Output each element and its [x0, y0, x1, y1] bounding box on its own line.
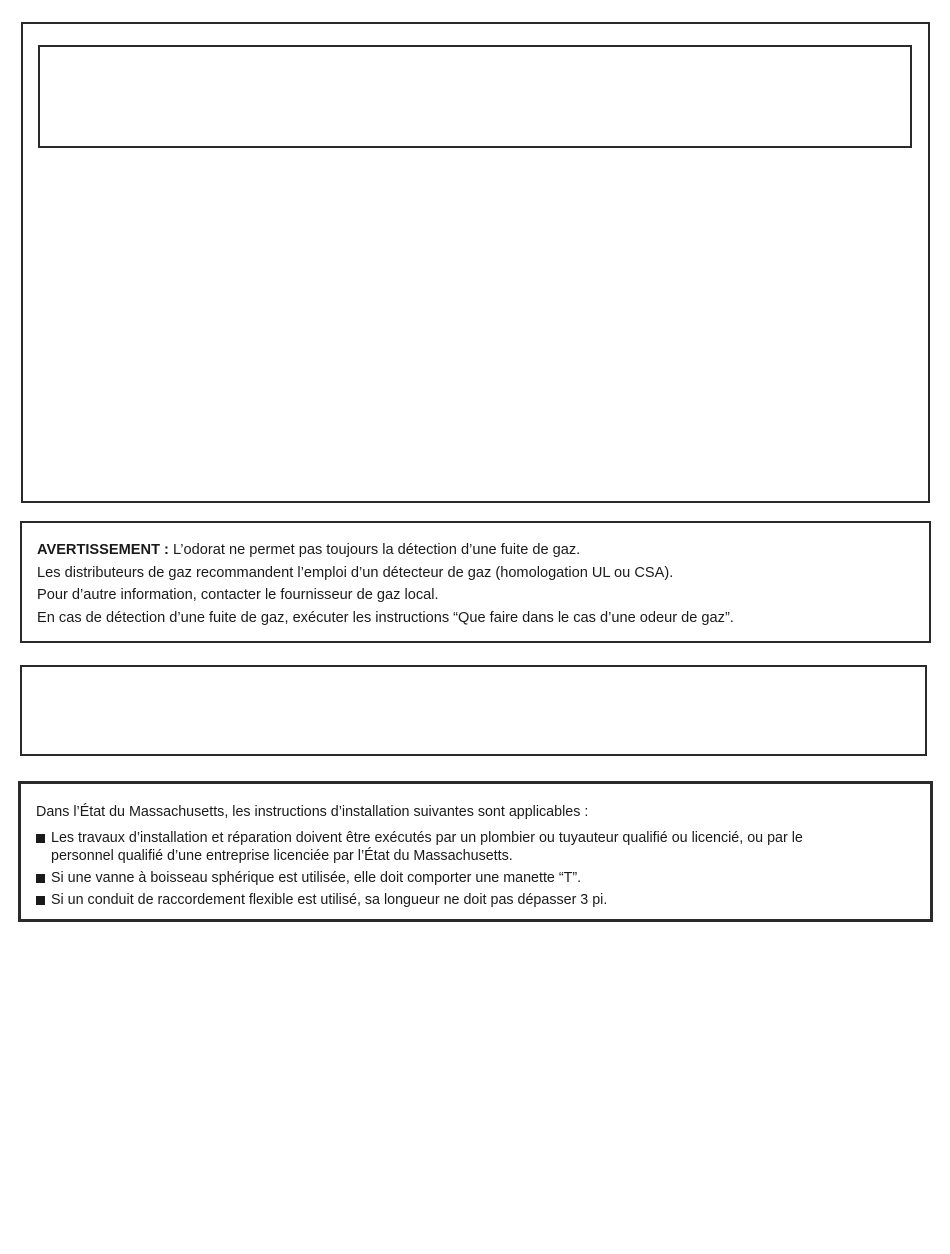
warning-line-1 — [37, 539, 929, 562]
bullet-text-line: personnel qualifié d’une entreprise licenciée par l’État du Massachusetts. — [51, 848, 513, 864]
warning-label: AVERTISSEMENT : — [37, 542, 169, 558]
warning-line-3: Pour d’autre information, contacter le fournisseur de gaz local. — [37, 587, 439, 604]
bullet-text-line: Si une vanne à boisseau sphérique est utilisée, elle doit comporter une manette “T”. — [51, 870, 582, 886]
massachusetts-box — [18, 781, 933, 922]
bullet-text-line: Les travaux d’installation et réparation doivent être exécutés par un plombier ou tuyauteur qualifié ou licencié, ou par le — [51, 830, 803, 846]
square-bullet-icon — [36, 834, 45, 843]
bullet-text-line: Si un conduit de raccordement flexible est utilisé, sa longueur ne doit pas dépasser 3 pi. — [51, 892, 608, 908]
gas-warning-box — [20, 521, 931, 643]
list-item — [36, 891, 930, 909]
square-bullet-icon — [36, 874, 45, 883]
square-bullet-icon — [36, 896, 45, 905]
list-item — [36, 829, 930, 865]
list-item — [36, 869, 930, 887]
safety-header-box — [38, 45, 912, 148]
warning-line-2: Les distributeurs de gaz recommandent l’emploi d’un détecteur de gaz (homologation UL ou CSA). — [37, 564, 674, 581]
massachusetts-intro: Dans l’État du Massachusetts, les instructions d’installation suivantes sont applicables : — [36, 804, 589, 820]
warning-line-4: En cas de détection d’une fuite de gaz, exécuter les instructions “Que faire dans le cas d’une odeur de gaz”. — [37, 610, 734, 627]
warning-text: L’odorat ne permet pas toujours la détection d’une fuite de gaz. — [168, 542, 581, 558]
empty-notice-box — [20, 665, 927, 756]
